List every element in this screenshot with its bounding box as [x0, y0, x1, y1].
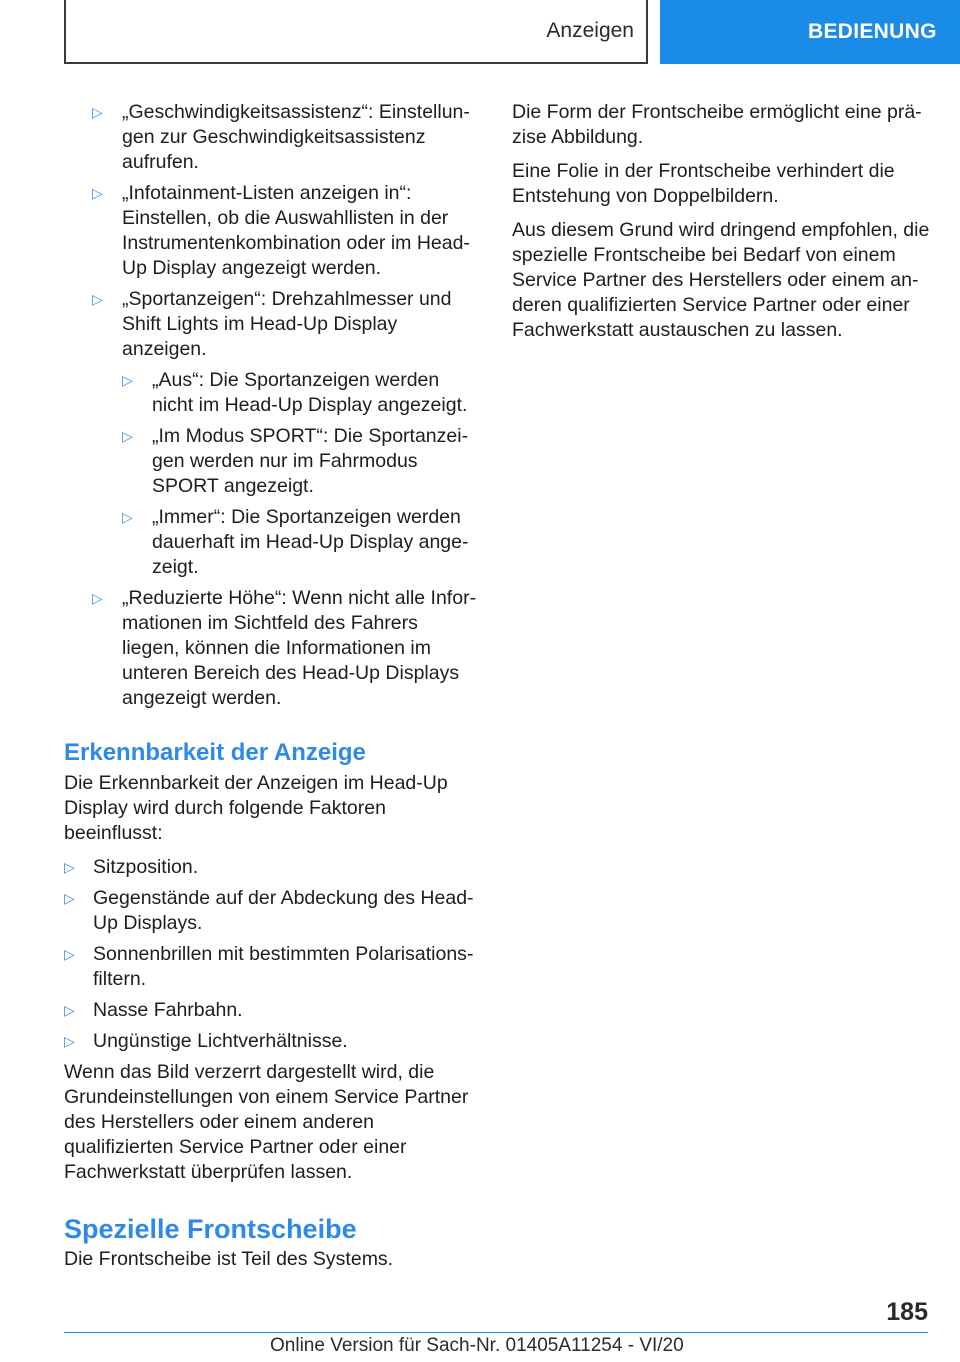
triangle-bullet-icon: ▷: [64, 946, 75, 962]
paragraph: Aus diesem Grund wird dringend empfohlen, die spezielle Frontscheibe bei Bedarf von einem Service Partner des Herstellers oder einem anderen qualifizierten Service Partner oder einer Fachwerkstatt austauschen zu lassen.: [512, 219, 930, 341]
triangle-bullet-icon: ▷: [92, 185, 103, 201]
factor-list: [64, 855, 480, 1054]
chapter-tab: [660, 0, 960, 64]
footer-divider: [64, 1332, 928, 1333]
heading-visibility: Erkennbarkeit der Anzeige: [64, 739, 366, 766]
online-version-note: Online Version für Sach-Nr. 01405A11254 - VI/20: [270, 1335, 684, 1356]
list-item: ▷ Ungünstige Lichtverhältnisse.: [64, 1030, 348, 1052]
chapter-title: BEDIENUNG: [808, 20, 937, 43]
list-item: ▷ „Infotainment-Listen anzeigen in“: Einstellen, ob die Auswahllisten in der Instrumentenkombination oder im Head-Up Display angezeigt werden.: [92, 182, 470, 279]
list-item: ▷ „Im Modus SPORT“: Die Sportanzeigen werden nur im Fahrmodus SPORT angezeigt.: [122, 425, 469, 497]
triangle-bullet-icon: ▷: [122, 372, 133, 388]
list-item: ▷ Sonnenbrillen mit bestimmten Polarisationsfiltern.: [64, 943, 474, 990]
list-item: ▷ „Reduzierte Höhe“: Wenn nicht alle Informationen im Sichtfeld des Fahrers liegen, können die Informationen im unteren Bereich des Head-Up Displays angezeigt werden.: [92, 587, 477, 709]
section-header: [64, 0, 648, 64]
right-column: [512, 100, 932, 352]
triangle-bullet-icon: ▷: [122, 509, 133, 525]
triangle-bullet-icon: ▷: [92, 291, 103, 307]
triangle-bullet-icon: ▷: [64, 890, 75, 906]
list-item: ▷ Nasse Fahrbahn.: [64, 999, 243, 1021]
settings-list: [64, 100, 480, 362]
triangle-bullet-icon: ▷: [64, 1033, 75, 1049]
list-item: ▷ „Geschwindigkeitsassistenz“: Einstellungen zur Geschwindigkeitsassistenz aufrufen.: [92, 101, 470, 173]
list-item: ▷ Gegenstände auf der Abdeckung des Head-Up Displays.: [64, 887, 474, 934]
heading-windshield: Spezielle Frontscheibe: [64, 1214, 357, 1244]
triangle-bullet-icon: ▷: [92, 104, 103, 120]
visibility-intro: Die Erkennbarkeit der Anzeigen im Head-Up Display wird durch folgende Faktoren beeinflusst:: [64, 772, 448, 844]
list-item: ▷ „Aus“: Die Sportanzeigen werden nicht im Head-Up Display angezeigt.: [122, 369, 468, 416]
distortion-paragraph: Wenn das Bild verzerrt dargestellt wird, die Grundeinstellungen von einem Service Partner des Herstellers oder einem anderen qualifizierten Service Partner oder einer Fachwerkstatt überprüfen lassen.: [64, 1061, 469, 1183]
triangle-bullet-icon: ▷: [64, 1002, 75, 1018]
windshield-intro: Die Frontscheibe ist Teil des Systems.: [64, 1248, 394, 1270]
triangle-bullet-icon: ▷: [122, 428, 133, 444]
list-item: ▷ „Sportanzeigen“: Drehzahlmesser und Shift Lights im Head-Up Display anzeigen.: [92, 288, 452, 360]
list-item: ▷ Sitzposition.: [64, 856, 199, 878]
section-title: Anzeigen: [546, 19, 634, 42]
list-item: ▷ „Immer“: Die Sportanzeigen werden dauerhaft im Head-Up Display angezeigt.: [122, 506, 469, 578]
sport-display-options: [64, 368, 480, 580]
triangle-bullet-icon: ▷: [92, 590, 103, 606]
settings-list-continued: [64, 586, 480, 711]
page-number: 185: [886, 1298, 928, 1326]
paragraph: Die Form der Frontscheibe ermöglicht eine präzise Abbildung.: [512, 101, 922, 148]
paragraph: Eine Folie in der Frontscheibe verhindert die Entstehung von Doppelbildern.: [512, 160, 895, 207]
left-column: [64, 100, 480, 1281]
triangle-bullet-icon: ▷: [64, 859, 75, 875]
